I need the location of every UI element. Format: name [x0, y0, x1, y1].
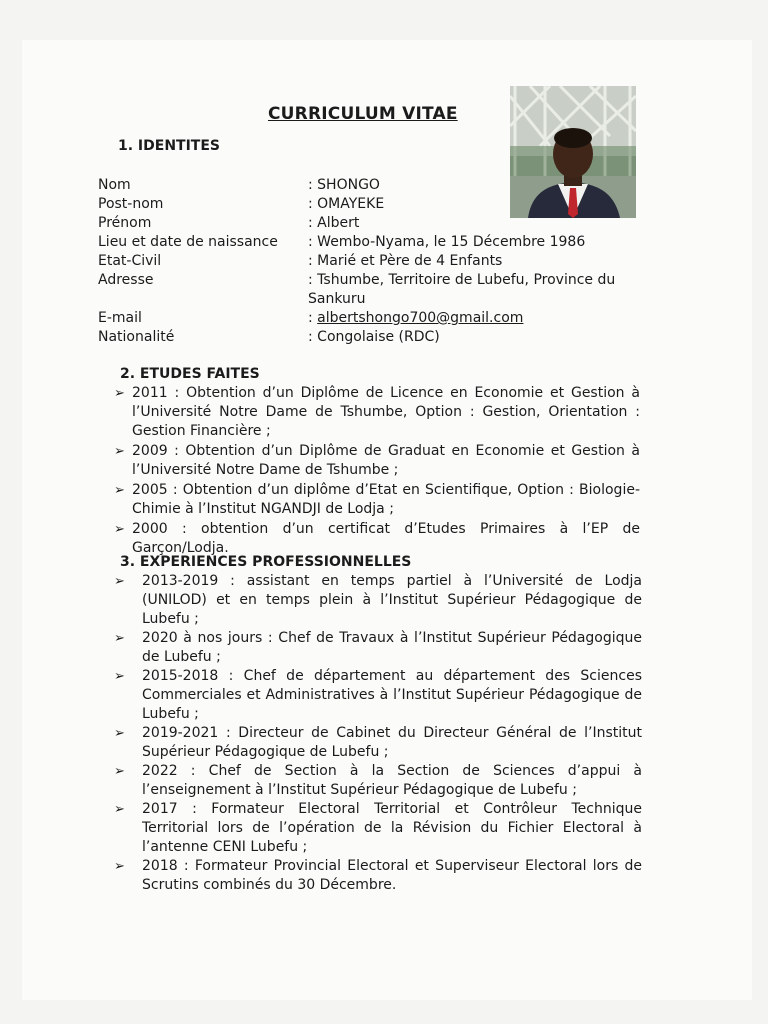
identity-label: Prénom [98, 215, 152, 231]
identity-value: : Wembo-Nyama, le 15 Décembre 1986 [308, 234, 586, 250]
arrow-bullet-icon: ➢ [114, 764, 125, 779]
list-item [114, 667, 642, 724]
arrow-bullet-icon: ➢ [114, 802, 125, 817]
list-item [114, 442, 640, 480]
identity-label: E-mail [98, 310, 142, 326]
list-item-text: 2015-2018 : Chef de département au département des Sciences Commerciales et Administratives à l’Institut Supérieur Pédagogique de Lubefu ; [142, 668, 642, 722]
list-item [114, 629, 642, 667]
identity-label: Etat-Civil [98, 253, 162, 269]
list-item-text: 2017 : Formateur Electoral Territorial et Contrôleur Technique Territorial lors de l’opération de la Révision du Fichier Electoral à l’antenne CENI Lubefu ; [142, 801, 642, 855]
arrow-bullet-icon: ➢ [114, 386, 125, 401]
identity-label: Nom [98, 177, 131, 193]
identity-label: Adresse [98, 272, 154, 288]
identity-value: : OMAYEKE [308, 196, 385, 212]
identity-value: : Albert [308, 215, 360, 231]
email-link[interactable]: albertshongo700@gmail.com [317, 310, 524, 326]
document-title: CURRICULUM VITAE [268, 104, 458, 124]
identity-value: : Marié et Père de 4 Enfants [308, 253, 503, 269]
list-item-text: 2011 : Obtention d’un Diplôme de Licence en Economie et Gestion à l’Université Notre Dame de Tshumbe, Option : Gestion, Orientation : Gestion Financière ; [132, 385, 640, 439]
identity-value: : Tshumbe, Territoire de Lubefu, Province du Sankuru [308, 272, 616, 307]
identity-label: Post-nom [98, 196, 164, 212]
arrow-bullet-icon: ➢ [114, 859, 125, 874]
list-item-text: 2018 : Formateur Provincial Electoral et Superviseur Electoral lors de Scrutins combinés du 30 Décembre. [142, 858, 642, 893]
list-item [114, 384, 640, 441]
arrow-bullet-icon: ➢ [114, 444, 125, 459]
arrow-bullet-icon: ➢ [114, 669, 125, 684]
arrow-bullet-icon: ➢ [114, 574, 125, 589]
section-experiences-heading: 3. EXPERIENCES PROFESSIONNELLES [120, 554, 412, 570]
experiences-list [114, 572, 642, 895]
arrow-bullet-icon: ➢ [114, 726, 125, 741]
email-prefix: : [308, 310, 318, 326]
identity-value [308, 309, 638, 328]
list-item-text: 2005 : Obtention d’un diplôme d’Etat en Scientifique, Option : Biologie-Chimie à l’Institut NGANDJI de Lodja ; [132, 482, 640, 517]
identity-value: : SHONGO [308, 177, 380, 193]
list-item [114, 481, 640, 519]
identity-label: Lieu et date de naissance [98, 234, 278, 250]
arrow-bullet-icon: ➢ [114, 631, 125, 646]
identity-label: Nationalité [98, 329, 175, 345]
list-item [114, 800, 642, 857]
list-item [114, 762, 642, 800]
section-etudes-heading: 2. ETUDES FAITES [120, 366, 260, 382]
list-item [114, 724, 642, 762]
list-item [114, 520, 640, 558]
section-identites-heading: 1. IDENTITES [118, 138, 220, 154]
list-item-text: 2020 à nos jours : Chef de Travaux à l’Institut Supérieur Pédagogique de Lubefu ; [142, 630, 642, 665]
list-item [114, 572, 642, 629]
list-item [114, 857, 642, 895]
identity-value: : Congolaise (RDC) [308, 329, 440, 345]
etudes-list [114, 384, 640, 559]
list-item-text: 2022 : Chef de Section à la Section de Sciences d’appui à l’enseignement à l’Institut Supérieur Pédagogique de Lubefu ; [142, 763, 642, 798]
list-item-text: 2013-2019 : assistant en temps partiel à l’Université de Lodja (UNILOD) et en temps plein à l’Institut Supérieur Pédagogique de Lubefu ; [142, 573, 642, 627]
list-item-text: 2000 : obtention d’un certificat d’Etudes Primaires à l’EP de Garçon/Lodja. [132, 521, 640, 556]
list-item-text: 2019-2021 : Directeur de Cabinet du Directeur Général de l’Institut Supérieur Pédagogique de Lubefu ; [142, 725, 642, 760]
list-item-text: 2009 : Obtention d’un Diplôme de Graduat en Economie et Gestion à l’Université Notre Dame de Tshumbe ; [132, 443, 640, 478]
arrow-bullet-icon: ➢ [114, 483, 125, 498]
arrow-bullet-icon: ➢ [114, 522, 125, 537]
